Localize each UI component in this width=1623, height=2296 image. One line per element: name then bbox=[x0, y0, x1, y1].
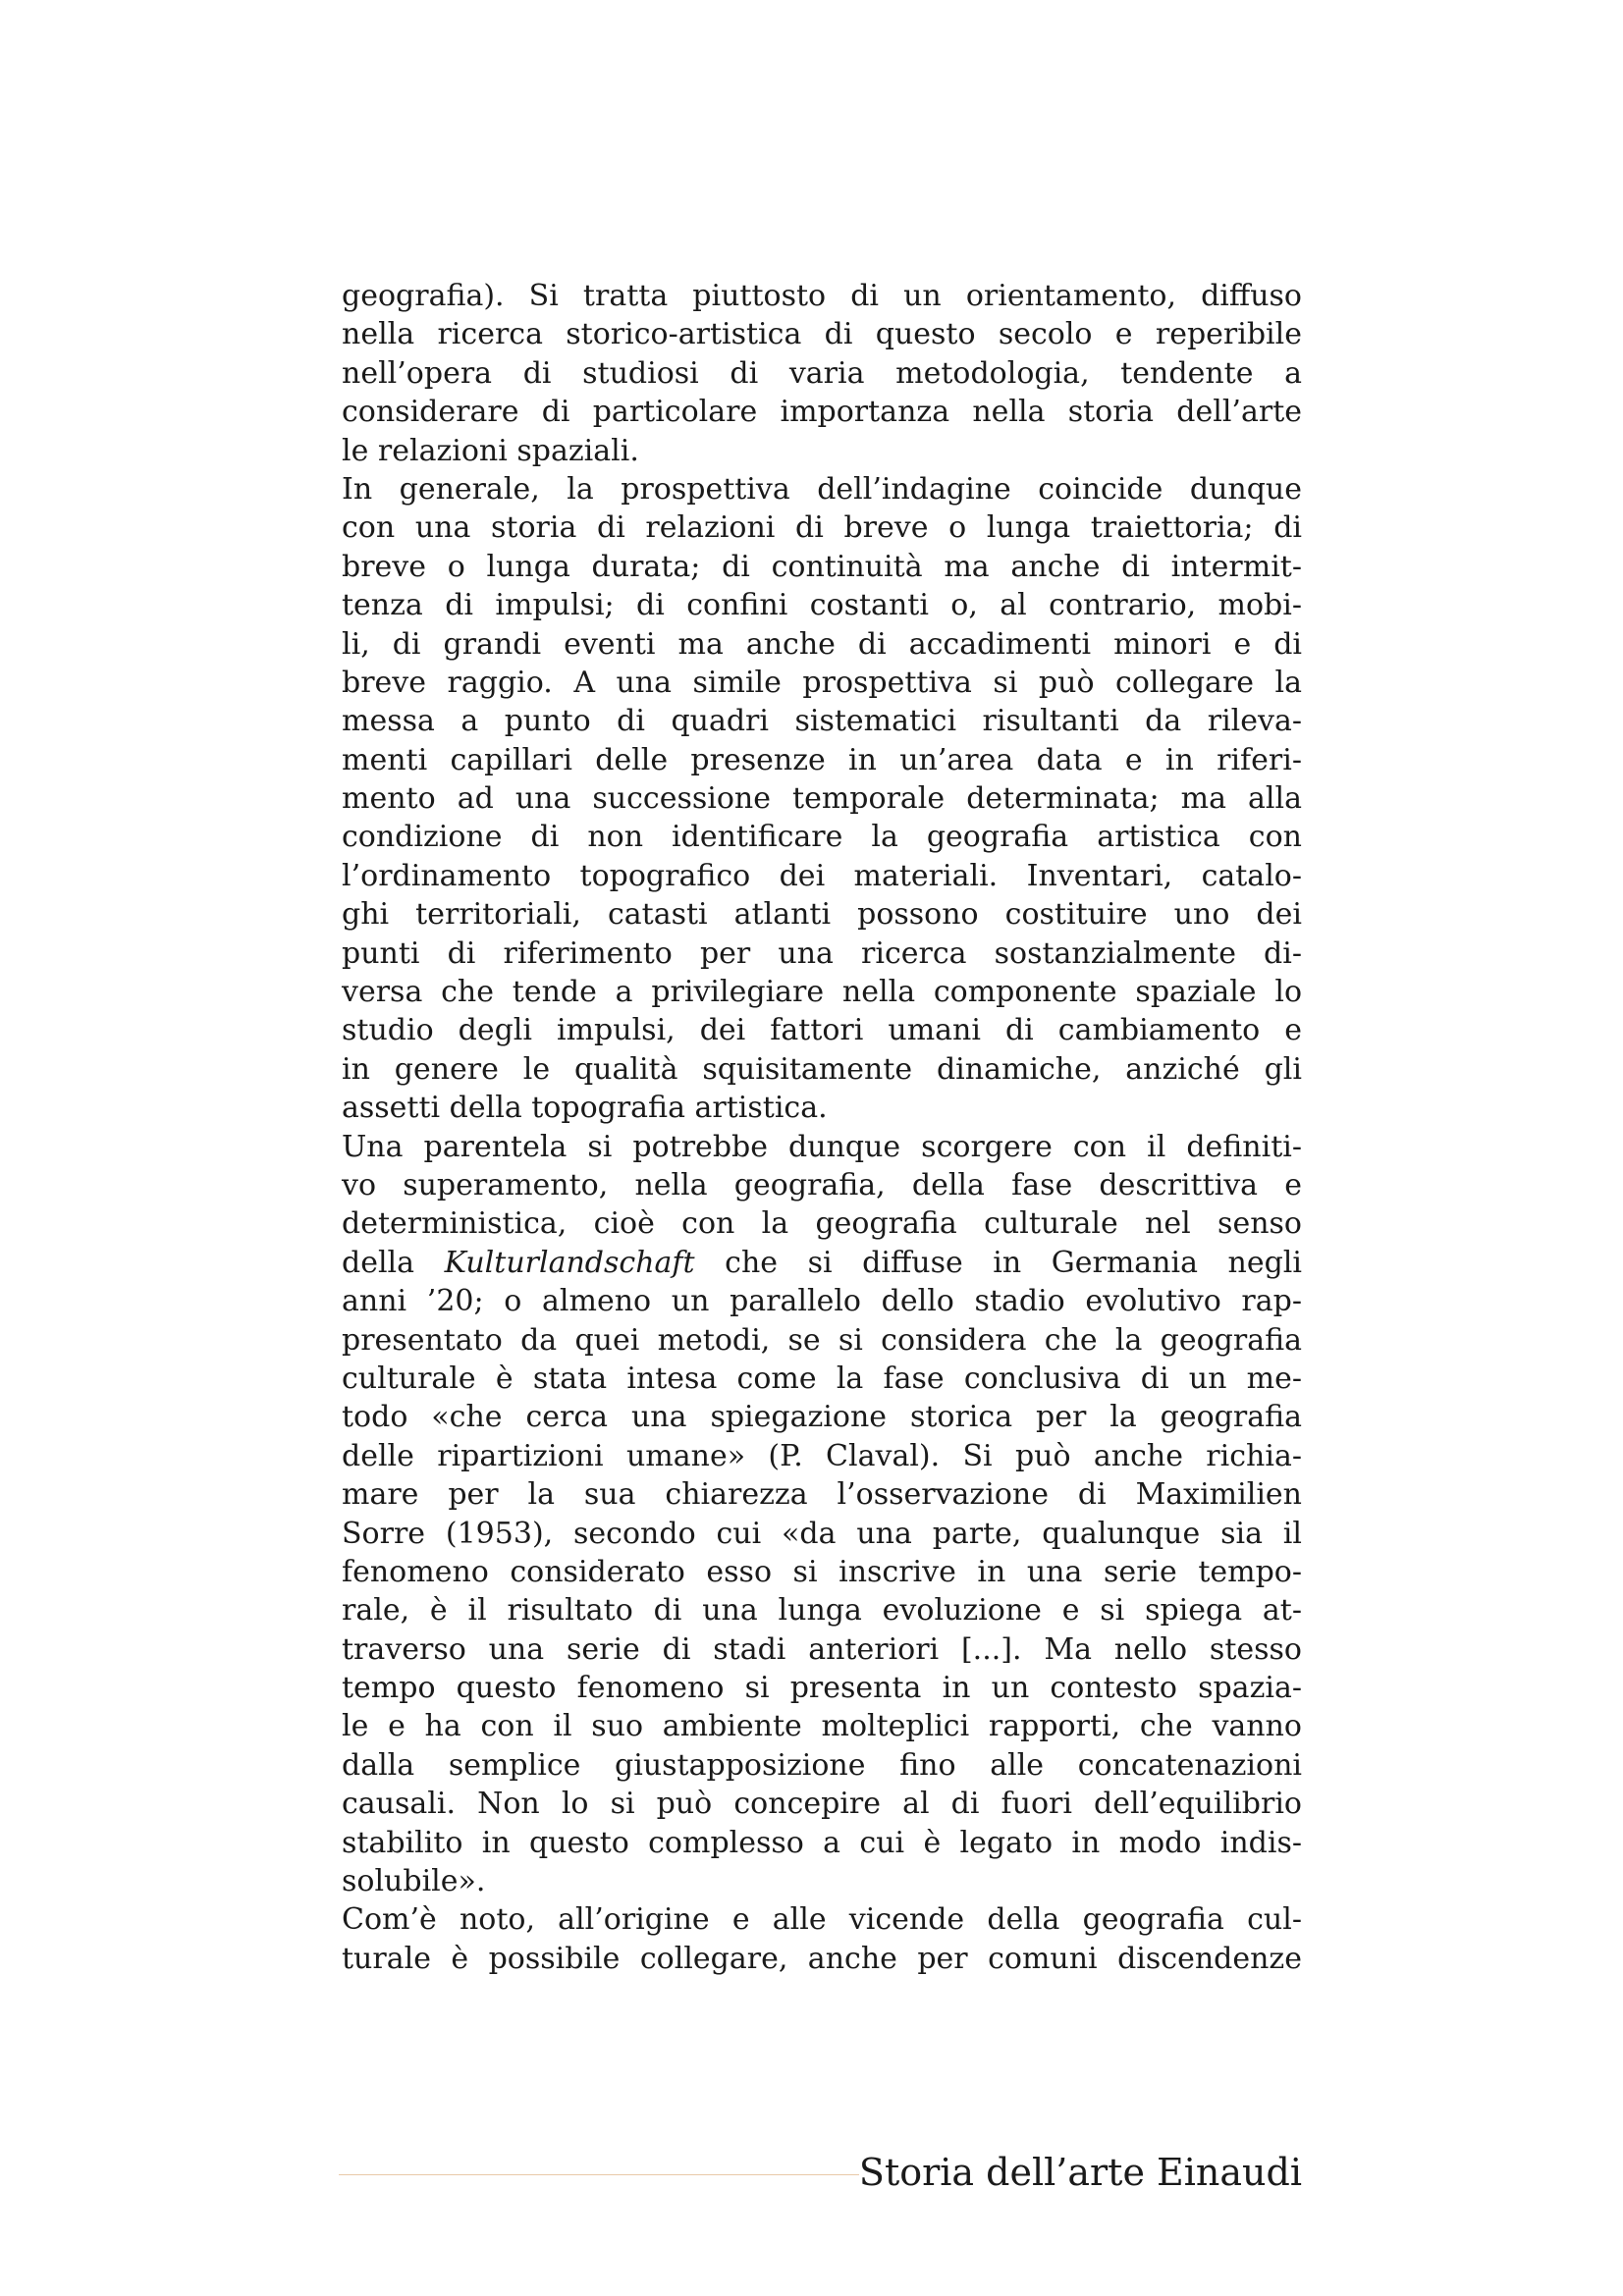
text-line: punti di riferimento per una ricerca sostanzialmente di- bbox=[342, 935, 1302, 971]
body-text bbox=[342, 277, 1302, 1978]
text-line: turale è possibile collegare, anche per comuni discendenze bbox=[342, 1941, 1302, 1976]
text-line: l’ordinamento topografico dei materiali. Inventari, catalo- bbox=[342, 858, 1302, 893]
text-line: le e ha con il suo ambiente molteplici rapporti, che vanno bbox=[342, 1709, 1302, 1744]
text-line: nella ricerca storico-artistica di questo secolo e reperibile bbox=[342, 317, 1302, 352]
text-line: rale, è il risultato di una lunga evoluzione e si spiega at- bbox=[342, 1593, 1302, 1629]
text-line: le relazioni spaziali. bbox=[342, 433, 639, 468]
text-line: breve raggio. A una simile prospettiva si può collegare la bbox=[342, 665, 1302, 700]
text-line: Una parentela si potrebbe dunque scorgere con il definiti- bbox=[342, 1129, 1302, 1164]
text-line: tenza di impulsi; di confini costanti o, al contrario, mobi- bbox=[342, 588, 1302, 623]
text-line: in genere le qualità squisitamente dinamiche, anziché gli bbox=[342, 1051, 1302, 1087]
text-line: considerare di particolare importanza nella storia dell’arte bbox=[342, 395, 1302, 430]
text-line: menti capillari delle presenze in un’area data e in riferi- bbox=[342, 742, 1302, 777]
text-line: presentato da quei metodi, se si considera che la geografia bbox=[342, 1322, 1302, 1358]
text-line: fenomeno considerato esso si inscrive in una serie tempo- bbox=[342, 1554, 1302, 1589]
text-line: versa che tende a privilegiare nella componente spaziale lo bbox=[342, 975, 1302, 1010]
text-line: stabilito in questo complesso a cui è legato in modo indis- bbox=[342, 1825, 1302, 1860]
text-line: breve o lunga durata; di continuità ma anche di intermit- bbox=[342, 549, 1302, 584]
text-line: solubile». bbox=[342, 1864, 486, 1899]
text-line-with-italic bbox=[342, 1244, 1302, 1282]
text-line: assetti della topografia artistica. bbox=[342, 1091, 828, 1126]
text-line: Sorre (1953), secondo cui «da una parte, qualunque sia il bbox=[342, 1516, 1302, 1551]
text-line: Com’è noto, all’origine e alle vicende della geografia cul- bbox=[342, 1902, 1302, 1938]
text-line: delle ripartizioni umane» (P. Claval). Si può anche richia- bbox=[342, 1438, 1302, 1473]
text-line: li, di grandi eventi ma anche di accadimenti minori e di bbox=[342, 626, 1302, 662]
text-segment: che si diffuse in Germania negli bbox=[694, 1245, 1302, 1280]
text-line: traverso una serie di stadi anteriori [...]. Ma nello stesso bbox=[342, 1631, 1302, 1667]
text-line: geografia). Si tratta piuttosto di un orientamento, diffuso bbox=[342, 279, 1302, 313]
text-line: anni ’20; o almeno un parallelo dello stadio evolutivo rap- bbox=[342, 1284, 1302, 1319]
text-line: dalla semplice giustapposizione fino alle concatenazioni bbox=[342, 1747, 1302, 1783]
text-line: todo «che cerca una spiegazione storica per la geografia bbox=[342, 1400, 1302, 1435]
text-line: causali. Non lo si può concepire al di fuori dell’equilibrio bbox=[342, 1787, 1302, 1822]
text-line: mare per la sua chiarezza l’osservazione di Maximilien bbox=[342, 1477, 1302, 1513]
italic-term: Kulturlandschaft bbox=[444, 1245, 695, 1280]
footer-rule bbox=[339, 2174, 859, 2175]
text-line: vo superamento, nella geografia, della fase descrittiva e bbox=[342, 1167, 1302, 1202]
text-line: con una storia di relazioni di breve o lunga traiettoria; di bbox=[342, 510, 1302, 546]
text-line: culturale è stata intesa come la fase conclusiva di un me- bbox=[342, 1361, 1302, 1396]
text-line: tempo questo fenomeno si presenta in un contesto spazia- bbox=[342, 1671, 1302, 1706]
text-line: In generale, la prospettiva dell’indagine coincide dunque bbox=[342, 471, 1302, 507]
text-segment: della bbox=[342, 1245, 445, 1280]
text-line: deterministica, cioè con la geografia culturale nel senso bbox=[342, 1206, 1302, 1242]
text-line: nell’opera di studiosi di varia metodologia, tendente a bbox=[342, 355, 1302, 391]
text-line: ghi territoriali, catasti atlanti possono costituire uno dei bbox=[342, 897, 1302, 933]
text-line: studio degli impulsi, dei fattori umani di cambiamento e bbox=[342, 1013, 1302, 1048]
text-line: messa a punto di quadri sistematici risultanti da rileva- bbox=[342, 704, 1302, 739]
text-line: mento ad una successione temporale determinata; ma alla bbox=[342, 781, 1302, 817]
footer-title: Storia dell’arte Einaudi bbox=[858, 2151, 1302, 2194]
text-line: condizione di non identificare la geografia artistica con bbox=[342, 820, 1302, 855]
